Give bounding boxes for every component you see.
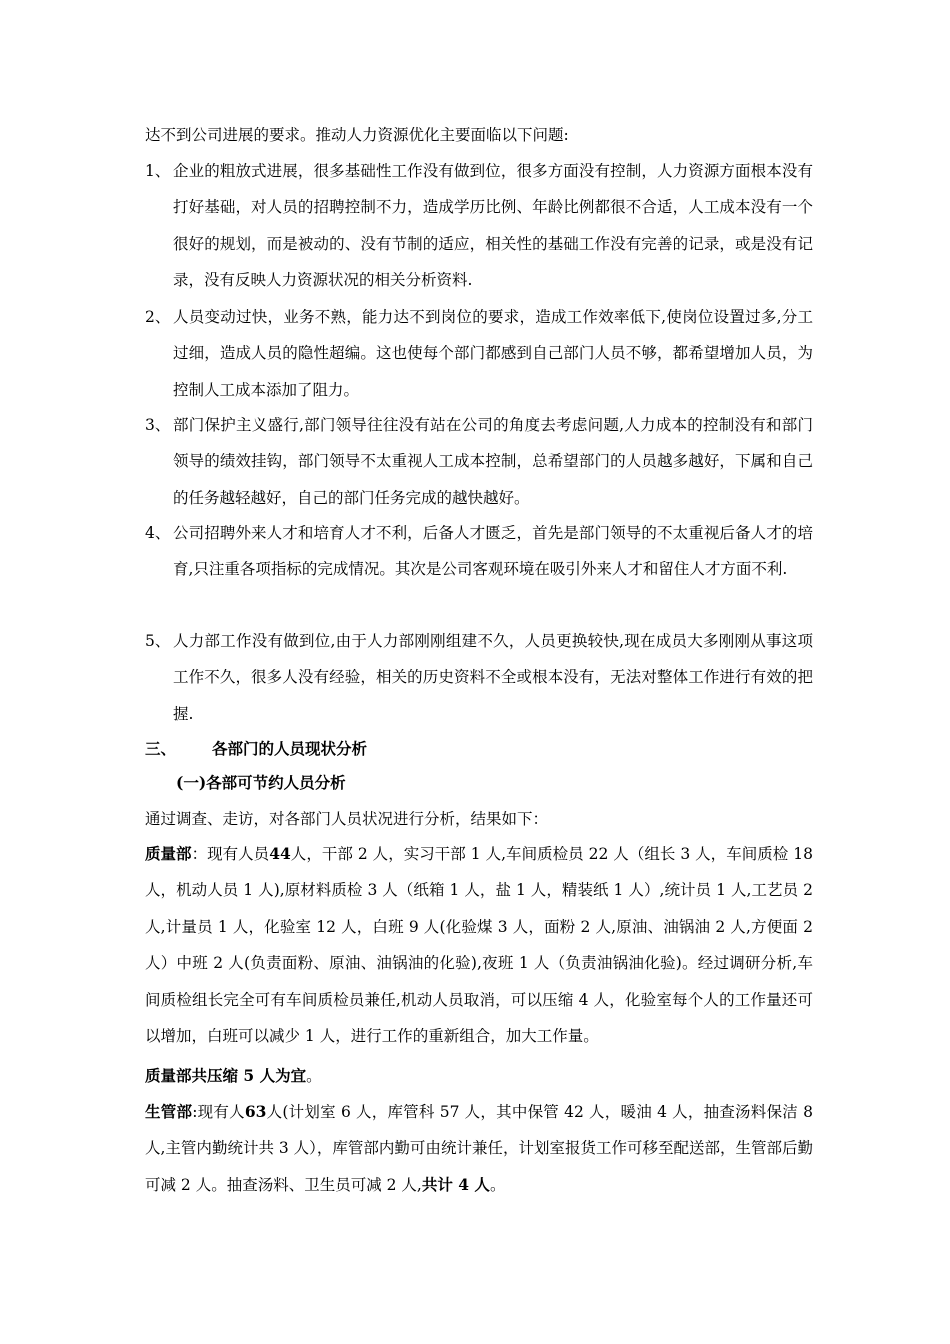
production-department-paragraph xyxy=(145,1094,813,1203)
summary-bold: 质量部共压缩 5 人为宜 xyxy=(145,1066,307,1085)
list-number: 2、 xyxy=(145,308,171,326)
text-segment: 人(计划室 6 人，库管科 57 人，其中保管 42 人，暖油 4 人，抽查汤料保洁 8 人,主管内勤统计共 3 人），库管部内勤可由统计兼任，计划室报货工作可移至配送部，生管部后勤可减 2 人。抽查汤料、卫生员可减 2 人, xyxy=(145,1103,813,1194)
list-item-text: 人力部工作没有做到位,由于人力部刚刚组建不久，人员更换较快,现在成员大多刚刚从事这项工作不久，很多人没有经验，相关的历史资料不全或根本没有，无法对整体工作进行有效的把握. xyxy=(173,632,813,723)
subsection-heading: (一)各部可节约人员分析 xyxy=(176,773,346,792)
list-item-text: 公司招聘外来人才和培育人才不利，后备人才匮乏，首先是部门领导的不太重视后备人才的培育,只注重各项指标的完成情况。其次是公司客观环境在吸引外来人才和留住人才方面不利. xyxy=(173,524,813,579)
headcount-value: 63 xyxy=(244,1102,267,1121)
text-segment: 人，干部 2 人，实习干部 1 人,车间质检员 22 人（组长 3 人，车间质检 18 人，机动人员 1 人),原材料质检 3 人（纸箱 1 人，盐 1 人，精装纸 1 人）,统计员 1 人,工艺员 2 人,计量员 1 人，化验室 12 人，白班 9 人(化验煤 3 人，面粉 2 人,原油、油锅油 2 人,方便面 2 人）中班 2 人(负责面粉、原油、油锅油的化验),夜班 1 人（负责油锅油化验)。经过调研分析,车间质检组长完全可有车间质检员兼任,机动人员取消，可以压缩 4 人，化验室每个人的工作量还可以增加，白班可以减少 1 人，进行工作的重新组合，加大工作量。 xyxy=(145,845,813,1046)
summary-bold: 共计 4 人 xyxy=(421,1174,490,1194)
section-heading: 各部门的人员现状分析 xyxy=(212,739,368,758)
department-label: 生管部 xyxy=(145,1102,193,1121)
quality-summary xyxy=(145,1065,322,1087)
survey-intro: 通过调查、走访，对各部门人员状况进行分析，结果如下： xyxy=(145,810,549,828)
list-item-text: 企业的粗放式进展，很多基础性工作没有做到位，很多方面没有控制，人力资源方面根本没有打好基础，对人员的招聘控制不力，造成学历比例、年龄比例都很不合适，人工成本没有一个很好的规划，而是被动的、没有节制的适应，相关性的基础工作没有完善的记录，或是没有记录，没有反映人力资源状况的相关分析资料. xyxy=(173,162,813,290)
intro-line: 达不到公司进展的要求。推动人力资源优化主要面临以下问题: xyxy=(145,126,569,144)
department-label: 质量部 xyxy=(145,844,192,863)
list-number: 3、 xyxy=(145,416,171,434)
list-item-text: 人员变动过快，业务不熟，能力达不到岗位的要求，造成工作效率低下,使岗位设置过多,分工过细，造成人员的隐性超编。这也使每个部门都感到自己部门人员不够，都希望增加人员，为控制人工成本添加了阻力。 xyxy=(173,308,813,399)
list-number: 1、 xyxy=(145,162,171,180)
text-segment: 。 xyxy=(489,1175,506,1194)
text-segment: 。 xyxy=(306,1067,322,1085)
section-number: 三、 xyxy=(145,739,177,758)
list-number: 5、 xyxy=(145,632,171,650)
text-segment: ：现有人员 xyxy=(191,845,270,863)
text-segment: :现有人 xyxy=(192,1103,245,1121)
quality-department-paragraph xyxy=(145,836,813,1054)
headcount-value: 44 xyxy=(269,844,291,863)
list-number: 4、 xyxy=(145,524,171,542)
list-item-text: 部门保护主义盛行,部门领导往往没有站在公司的角度去考虑问题,人力成本的控制没有和部门领导的绩效挂钩，部门领导不太重视人工成本控制，总希望部门的人员越多越好，下属和自己的任务越轻越好，自己的部门任务完成的越快越好。 xyxy=(173,416,813,507)
